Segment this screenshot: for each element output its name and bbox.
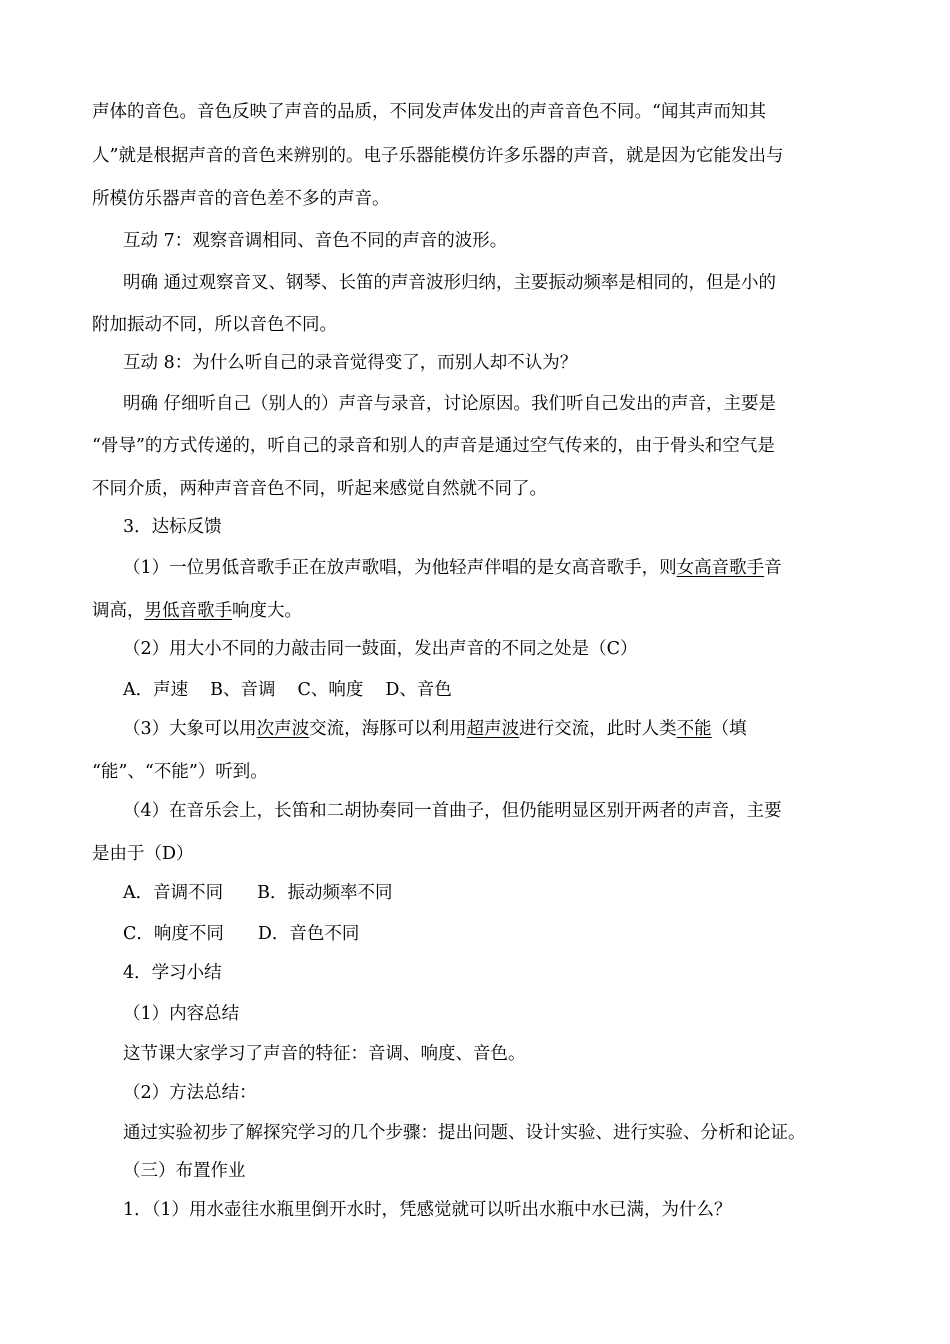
question-text: （填	[711, 719, 747, 739]
interaction-7: 互动 7：观察音调相同、音色不同的声音的波形。	[123, 231, 508, 251]
option: D．音色不同	[257, 924, 360, 944]
answer-8-line: 不同介质，两种声音音色不同，听起来感觉自然就不同了。	[92, 479, 547, 499]
option: D、音色	[385, 680, 452, 700]
option: C．响度不同	[123, 924, 224, 944]
question-3-line-2: “能”、“不能”）听到。	[92, 762, 268, 782]
option: B．振动频率不同	[257, 883, 393, 903]
homework-heading: （三）布置作业	[123, 1161, 246, 1181]
question-text: 进行交流，此时人类	[519, 719, 677, 739]
summary-content-title: （1）内容总结	[123, 1004, 240, 1024]
section-heading: 3．达标反馈	[123, 517, 222, 537]
question-3	[123, 717, 747, 741]
answer-7-line: 明确 通过观察音叉、钢琴、长笛的声音波形归纳，主要振动频率是相同的，但是小的	[123, 273, 777, 293]
question-4-line-2: 是由于（D）	[92, 844, 194, 864]
paragraph-line: 人”就是根据声音的音色来辨别的。电子乐器能模仿许多乐器的声音，就是因为它能发出与	[92, 146, 784, 166]
answer-blank: 男低音歌手	[144, 601, 232, 621]
homework-question: 1．（1）用水壶往水瓶里倒开水时，凭感觉就可以听出水瓶中水已满，为什么？	[123, 1200, 732, 1220]
option: B、音调	[210, 680, 276, 700]
interaction-8: 互动 8：为什么听自己的录音觉得变了，而别人却不认为？	[123, 353, 578, 373]
paragraph-line: 所模仿乐器声音的音色差不多的声音。	[92, 189, 390, 209]
option: C、响度	[297, 680, 364, 700]
question-2-options	[123, 678, 452, 702]
answer-8-line: “骨导”的方式传递的，听自己的录音和别人的声音是通过空气传来的，由于骨头和空气是	[92, 436, 775, 456]
answer-blank: 女高音歌手	[676, 558, 765, 578]
question-4-options	[123, 881, 393, 905]
paragraph-line: 声体的音色。音色反映了声音的品质，不同发声体发出的声音音色不同。“闻其声而知其	[92, 102, 766, 122]
question-text: 音	[764, 558, 782, 578]
answer-blank: 次声波	[256, 719, 310, 739]
question-4-options	[123, 922, 359, 946]
answer-7-line: 附加振动不同，所以音色不同。	[92, 315, 337, 335]
question-text: （1）一位男低音歌手正在放声歌唱，为他轻声伴唱的是女高音歌手，则	[123, 558, 677, 578]
question-1	[123, 556, 782, 580]
summary-method-text: 通过实验初步了解探究学习的几个步骤：提出问题、设计实验、进行实验、分析和论证。	[123, 1123, 806, 1143]
answer-blank: 不能	[676, 719, 712, 739]
option: A．声速	[123, 680, 189, 700]
question-text: （3）大象可以用	[123, 719, 257, 739]
question-4: （4）在音乐会上，长笛和二胡协奏同一首曲子，但仍能明显区别开两者的声音，主要	[123, 801, 782, 821]
option: A．音调不同	[123, 883, 224, 903]
question-text: 调高，	[92, 601, 145, 621]
question-2: （2）用大小不同的力敲击同一鼓面，发出声音的不同之处是（C）	[123, 639, 638, 659]
summary-content-text: 这节课大家学习了声音的特征：音调、响度、音色。	[123, 1044, 526, 1064]
question-1-line-2	[92, 599, 302, 623]
section-heading: 4．学习小结	[123, 963, 222, 983]
answer-8-line: 明确 仔细听自己（别人的）声音与录音，讨论原因。我们听自己发出的声音，主要是	[123, 394, 777, 414]
question-text: 交流，海豚可以利用	[309, 719, 467, 739]
answer-blank: 超声波	[466, 719, 520, 739]
summary-method-title: （2）方法总结：	[123, 1083, 257, 1103]
question-text: 响度大。	[232, 601, 302, 621]
